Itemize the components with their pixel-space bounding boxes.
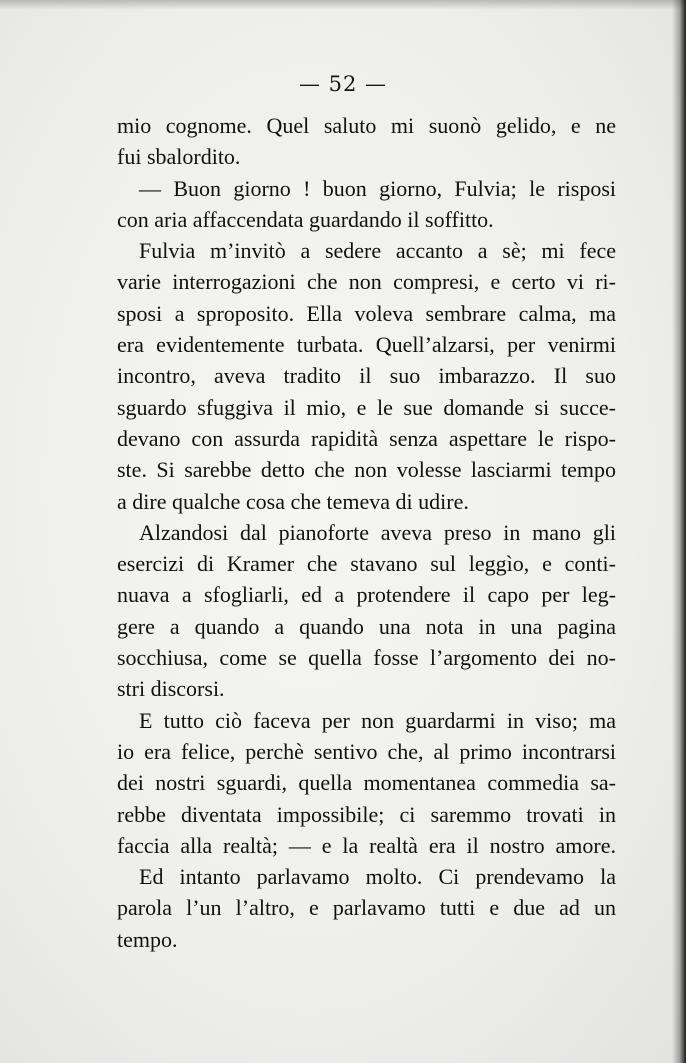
text-line: tempo. bbox=[117, 926, 178, 952]
text-line: sposi a sproposito. Ella voleva sembrare calma, ma bbox=[117, 300, 616, 326]
text-line: io era felice, perchè sentivo che, al primo incontrarsi bbox=[117, 738, 616, 764]
text-line: Alzandosi dal pianoforte aveva preso in mano gli bbox=[139, 519, 616, 545]
text-line: E tutto ciò faceva per non guardarmi in viso; ma bbox=[139, 707, 616, 733]
text-line: Ed intanto parlavamo molto. Ci prendevamo la bbox=[139, 864, 616, 890]
text-line: mio cognome. Quel saluto mi suonò gelido, e ne bbox=[117, 113, 616, 138]
text-line: stri discorsi. bbox=[117, 676, 225, 702]
text-line: Fulvia m’invitò a sedere accanto a sè; mi fece bbox=[139, 238, 616, 264]
page-top-shadow bbox=[0, 0, 686, 10]
text-line: fui sbalordito. bbox=[117, 144, 241, 170]
text-line: devano con assurda rapidità senza aspettare le rispo- bbox=[117, 425, 616, 451]
text-line: era evidentemente turbata. Quell’alzarsi, per venirmi bbox=[117, 332, 616, 358]
text-line: a dire qualche cosa che temeva di udire. bbox=[117, 488, 469, 514]
text-line: parola l’un l’altro, e parlavamo tutti e due ad un bbox=[117, 895, 616, 921]
page-number: — 52 — bbox=[298, 72, 388, 96]
text-line: con aria affaccendata guardando il soffitto. bbox=[117, 206, 494, 232]
page-binding-edge bbox=[672, 0, 686, 1063]
text-line: faccia alla realtà; — e la realtà era il nostro amore. bbox=[117, 832, 616, 858]
text-line: ste. Si sarebbe detto che non volesse lasciarmi tempo bbox=[117, 457, 616, 483]
text-line: rebbe diventata impossibile; ci saremmo trovati in bbox=[117, 801, 616, 827]
text-line: esercizi di Kramer che stavano sul leggìo, e conti- bbox=[117, 551, 616, 577]
body-text bbox=[117, 110, 616, 955]
text-line: dei nostri sguardi, quella momentanea commedia sa- bbox=[117, 770, 616, 796]
text-line: incontro, aveva tradito il suo imbarazzo. Il suo bbox=[117, 363, 616, 389]
text-line: socchiusa, come se quella fosse l’argomento dei no- bbox=[117, 645, 616, 671]
text-line: gere a quando a quando una nota in una pagina bbox=[117, 613, 616, 639]
text-line: — Buon giorno ! buon giorno, Fulvia; le risposi bbox=[139, 175, 616, 201]
text-line: varie interrogazioni che non compresi, e certo vi ri- bbox=[117, 269, 616, 295]
text-line: nuava a sfogliarli, ed a protendere il capo per leg- bbox=[117, 582, 616, 608]
text-line: sguardo sfuggiva il mio, e le sue domande si succe- bbox=[117, 394, 616, 420]
